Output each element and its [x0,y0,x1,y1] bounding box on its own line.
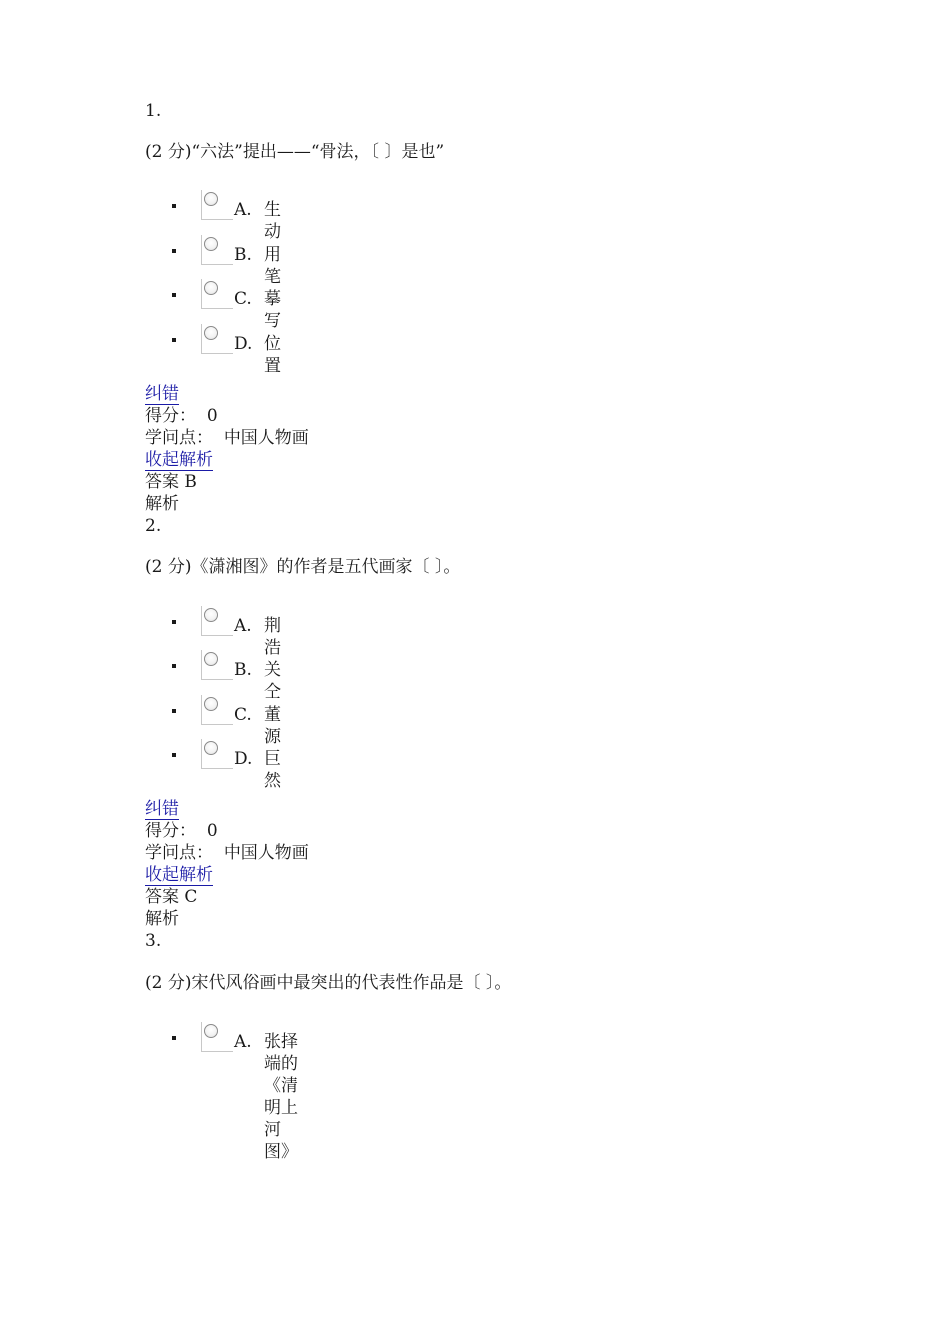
option-text: 位置 [264,334,281,376]
bullet-icon [172,753,176,757]
option-letter: A. [234,200,252,220]
radio-button[interactable] [201,279,233,309]
option-letter: B. [234,660,252,680]
knowledge-label: 学问点： [145,428,213,448]
bullet-icon [172,1036,176,1040]
question-text: (2 分)“六法”提出——“骨法，〔 〕是也” [145,142,445,162]
bullet-icon [172,293,176,297]
option-text: 关仝 [264,660,281,702]
option-text: 生动 [264,200,281,242]
radio-button[interactable] [201,739,233,769]
knowledge-line [145,427,309,449]
collapse-analysis-link[interactable]: 收起解析 [145,865,213,885]
score-line [145,405,218,427]
option-letter: A. [234,1032,252,1052]
question-number: 1. [145,101,162,121]
radio-button[interactable] [201,190,233,220]
option-text: 董源 [264,705,281,747]
radio-circle-icon [204,741,218,755]
radio-circle-icon [204,697,218,711]
option-text: 张择端的《清明上河图》 [264,1032,298,1162]
score-value: 0 [206,406,218,426]
error-report-link[interactable]: 纠错 [145,384,179,404]
bullet-icon [172,204,176,208]
radio-circle-icon [204,281,218,295]
answer-line [145,886,197,908]
radio-button[interactable] [201,235,233,265]
option-letter: D. [234,334,253,354]
radio-button[interactable] [201,695,233,725]
radio-button[interactable] [201,606,233,636]
knowledge-value: 中国人物画 [223,428,309,448]
option-letter: C. [234,705,252,725]
radio-circle-icon [204,326,218,340]
knowledge-label: 学问点： [145,843,213,863]
option-letter: D. [234,749,253,769]
analysis-label: 解析 [145,494,179,514]
question-text: (2 分)《潇湘图》的作者是五代画家〔 〕。 [145,557,461,577]
knowledge-line [145,842,309,864]
error-report-link[interactable]: 纠错 [145,799,179,819]
bullet-icon [172,620,176,624]
bullet-icon [172,709,176,713]
option-letter: A. [234,616,252,636]
radio-circle-icon [204,192,218,206]
answer-label: 答案 [145,887,179,907]
option-text: 荆浩 [264,616,281,658]
radio-circle-icon [204,1024,218,1038]
option-text: 巨然 [264,749,281,791]
answer-label: 答案 [145,472,179,492]
question-number: 3. [145,931,162,951]
score-label: 得分： [145,821,196,841]
bullet-icon [172,664,176,668]
option-text: 摹写 [264,289,281,331]
question-number: 2. [145,516,162,536]
score-value: 0 [206,821,218,841]
option-letter: C. [234,289,252,309]
answer-value: C [184,887,198,907]
analysis-label: 解析 [145,909,179,929]
option-letter: B. [234,245,252,265]
radio-button[interactable] [201,1022,233,1052]
radio-circle-icon [204,652,218,666]
bullet-icon [172,249,176,253]
radio-circle-icon [204,608,218,622]
answer-value: B [184,472,197,492]
question-text: (2 分)宋代风俗画中最突出的代表性作品是〔 〕。 [145,973,512,993]
answer-line [145,471,197,493]
bullet-icon [172,338,176,342]
radio-button[interactable] [201,650,233,680]
radio-button[interactable] [201,324,233,354]
knowledge-value: 中国人物画 [223,843,309,863]
collapse-analysis-link[interactable]: 收起解析 [145,450,213,470]
score-label: 得分： [145,406,196,426]
score-line [145,820,218,842]
option-text: 用笔 [264,245,281,287]
radio-circle-icon [204,237,218,251]
